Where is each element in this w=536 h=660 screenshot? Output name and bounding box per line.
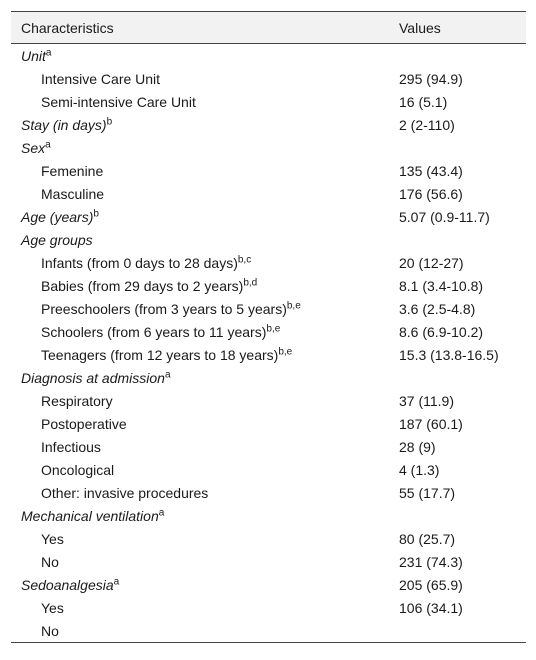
- value-cell: 55 (17.7): [399, 484, 456, 501]
- table-row: [11, 550, 526, 573]
- item-label-cell: [11, 527, 389, 550]
- category-label-cell: [11, 228, 389, 251]
- footnote-marker: b,e: [286, 299, 301, 311]
- item-label-cell: [11, 297, 389, 320]
- row-label: Age (years): [21, 208, 94, 225]
- table-row: [11, 182, 526, 205]
- row-label: Masculine: [41, 185, 105, 202]
- table-row: [11, 481, 526, 504]
- item-label-cell: [11, 182, 389, 205]
- footnote-marker: b: [93, 207, 99, 219]
- value-cell: 4 (1.3): [399, 461, 440, 478]
- row-label: No: [41, 622, 59, 639]
- row-label: Respiratory: [41, 392, 113, 409]
- row-label: Mechanical ventilation: [21, 507, 159, 524]
- value-cell: 5.07 (0.9-11.7): [399, 208, 490, 225]
- row-label: Other: invasive procedures: [41, 484, 209, 501]
- item-label-cell: [11, 274, 389, 297]
- row-label: Stay (in days): [21, 116, 107, 133]
- item-label-cell: [11, 251, 389, 274]
- table-row: [11, 412, 526, 435]
- item-label-cell: [11, 550, 389, 573]
- value-cell: 295 (94.9): [399, 70, 463, 87]
- item-label-cell: [11, 412, 389, 435]
- footnote-marker: a: [45, 46, 52, 58]
- value-cell: [389, 366, 526, 389]
- row-label: Diagnosis at admission: [21, 369, 165, 386]
- value-cell: [389, 136, 526, 159]
- row-label: Yes: [41, 530, 64, 547]
- value-cell: 16 (5.1): [399, 93, 448, 110]
- item-label-cell: [11, 90, 389, 113]
- table-row: [11, 320, 526, 343]
- table-row: [11, 251, 526, 274]
- footnote-marker: a: [45, 138, 51, 150]
- value-cell: 20 (12-27): [399, 254, 464, 271]
- table-row: [11, 527, 526, 550]
- value-cell: 8.6 (6.9-10.2): [399, 323, 484, 340]
- footnote-marker: b,c: [237, 253, 252, 265]
- value-cell: 205 (65.9): [399, 576, 463, 593]
- category-label-cell: [11, 504, 389, 527]
- category-label-cell: [11, 136, 389, 159]
- row-label: Infectious: [41, 438, 101, 455]
- category-label-cell: [11, 44, 389, 68]
- item-label-cell: [11, 458, 389, 481]
- footnote-marker: b,e: [266, 322, 281, 334]
- value-cell: [389, 44, 526, 68]
- header-characteristics: Characteristics: [11, 12, 389, 44]
- value-cell: [389, 619, 526, 643]
- table-row: [11, 67, 526, 90]
- table-row: [11, 458, 526, 481]
- item-label-cell: [11, 67, 389, 90]
- characteristics-table: [11, 11, 526, 643]
- footnote-marker: a: [164, 368, 171, 380]
- category-label-cell: [11, 573, 389, 596]
- footnote-marker: a: [113, 575, 120, 587]
- row-label: Infants (from 0 days to 28 days): [41, 254, 238, 271]
- value-cell: 80 (25.7): [399, 530, 456, 547]
- row-label: Semi-intensive Care Unit: [41, 93, 196, 110]
- table-row: [11, 113, 526, 136]
- table-row: [11, 297, 526, 320]
- value-cell: 135 (43.4): [399, 162, 463, 179]
- row-label: Unit: [21, 47, 46, 64]
- table-row: [11, 366, 526, 389]
- category-label-cell: [11, 113, 389, 136]
- value-cell: [389, 504, 526, 527]
- table-row: [11, 504, 526, 527]
- row-label: Yes: [41, 599, 64, 616]
- value-cell: 106 (34.1): [399, 599, 463, 616]
- category-label-cell: [11, 366, 389, 389]
- value-cell: [389, 228, 526, 251]
- row-label: Preeschoolers (from 3 years to 5 years): [41, 300, 287, 317]
- item-label-cell: [11, 159, 389, 182]
- value-cell: 187 (60.1): [399, 415, 463, 432]
- row-label: Femenine: [41, 162, 104, 179]
- table-row: [11, 343, 526, 366]
- value-cell: 28 (9): [399, 438, 436, 455]
- table-header-row: [11, 12, 526, 44]
- characteristics-table-container: [11, 11, 526, 643]
- value-cell: 231 (74.3): [399, 553, 463, 570]
- row-label: Sedoanalgesia: [21, 576, 114, 593]
- item-label-cell: [11, 435, 389, 458]
- value-cell: 3.6 (2.5-4.8): [399, 300, 476, 317]
- table-row: [11, 90, 526, 113]
- table-row: [11, 596, 526, 619]
- table-row: [11, 136, 526, 159]
- table-row: [11, 389, 526, 412]
- value-cell: 8.1 (3.4-10.8): [399, 277, 484, 294]
- row-label: Oncological: [41, 461, 115, 478]
- table-row: [11, 159, 526, 182]
- category-label-cell: [11, 205, 389, 228]
- item-label-cell: [11, 320, 389, 343]
- row-label: Postoperative: [41, 415, 127, 432]
- table-row: [11, 274, 526, 297]
- footnote-marker: b: [106, 115, 113, 127]
- table-row: [11, 205, 526, 228]
- row-label: Babies (from 29 days to 2 years): [41, 277, 244, 294]
- table-body: [11, 44, 526, 643]
- value-cell: 176 (56.6): [399, 185, 463, 202]
- row-label: Sex: [21, 139, 46, 156]
- value-cell: 2 (2-110): [399, 116, 455, 133]
- table-row: [11, 435, 526, 458]
- row-label: Teenagers (from 12 years to 18 years): [41, 346, 279, 363]
- row-label: Age groups: [21, 231, 93, 248]
- footnote-marker: a: [158, 506, 165, 518]
- table-row: [11, 573, 526, 596]
- row-label: No: [41, 553, 59, 570]
- table-row: [11, 619, 526, 643]
- header-values: Values: [389, 12, 526, 44]
- footnote-marker: b,e: [278, 345, 293, 357]
- table-row: [11, 228, 526, 251]
- item-label-cell: [11, 343, 389, 366]
- table-row: [11, 44, 526, 68]
- footnote-marker: b,d: [243, 276, 258, 288]
- item-label-cell: [11, 389, 389, 412]
- row-label: Schoolers (from 6 years to 11 years): [41, 323, 267, 340]
- item-label-cell: [11, 596, 389, 619]
- value-cell: 15.3 (13.8-16.5): [399, 346, 499, 363]
- item-label-cell: [11, 619, 389, 643]
- value-cell: 37 (11.9): [399, 392, 454, 409]
- row-label: Intensive Care Unit: [41, 70, 161, 87]
- item-label-cell: [11, 481, 389, 504]
